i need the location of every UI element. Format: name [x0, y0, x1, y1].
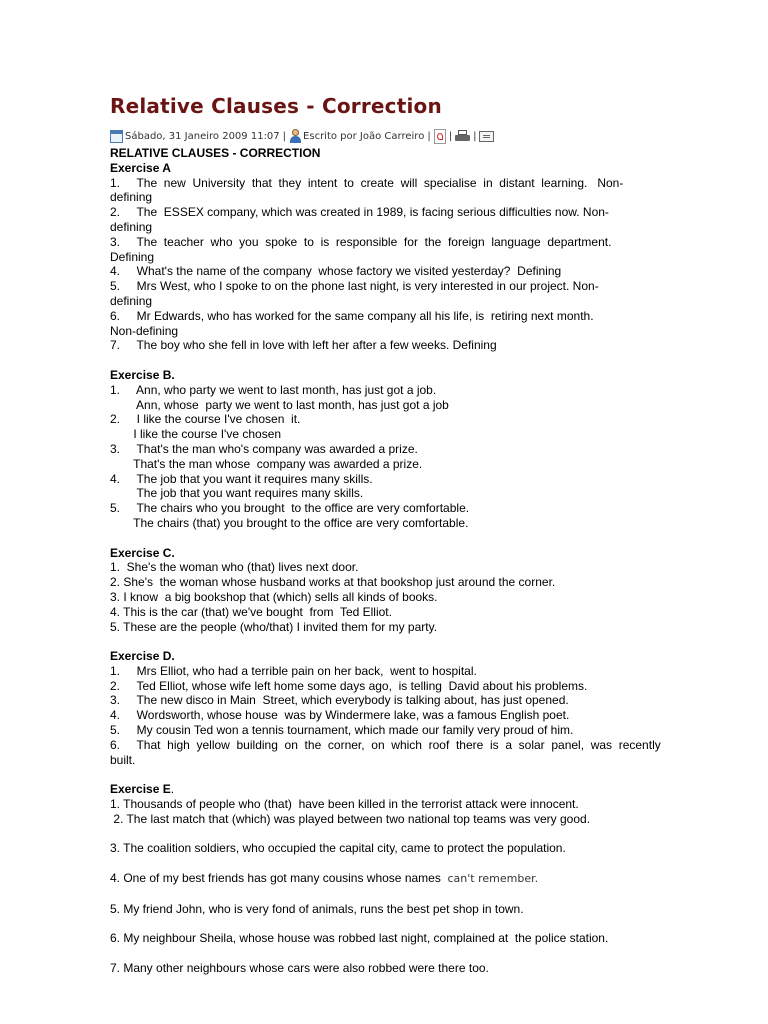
exercise-b-item: Ann, whose party we went to last month, has just got a job	[110, 397, 449, 412]
document-page	[110, 92, 661, 976]
exercise-e-item-4	[110, 871, 658, 887]
spacer	[110, 856, 658, 871]
exercise-d-title: Exercise D.	[110, 649, 175, 664]
exercise-e-item-4-answer: can't remember.	[447, 872, 539, 886]
exercise-e-item: 6. My neighbour Sheila, whose house was robbed last night, complained at the police station.	[110, 931, 609, 946]
spacer	[110, 767, 658, 782]
exercise-c-item: 4. This is the car (that) we've bought from Ted Elliot.	[110, 604, 392, 619]
exercise-e-heading	[110, 782, 658, 797]
spacer	[110, 634, 658, 649]
exercise-a-item: 7. The boy who she fell in love with left her after a few weeks. Defining	[110, 338, 497, 353]
exercise-a-item: 5. Mrs West, who I spoke to on the phone last night, is very interested in our project. Non-	[110, 279, 599, 294]
exercise-c-item: 2. She's the woman whose husband works at that bookshop just around the corner.	[110, 575, 556, 590]
exercise-b-title: Exercise B.	[110, 367, 175, 382]
document-heading: RELATIVE CLAUSES - CORRECTION	[110, 146, 321, 160]
exercise-a-item: defining	[110, 293, 153, 308]
article-meta	[110, 128, 658, 144]
article-author: Escrito por João Carreiro	[303, 130, 425, 142]
exercise-c-item: 5. These are the people (who/that) I invited them for my party.	[110, 619, 438, 634]
exercise-d-item: 3. The new disco in Main Street, which everybody is talking about, has just opened.	[110, 693, 569, 708]
exercise-b-item: 2. I like the course I've chosen it.	[110, 412, 301, 427]
exercise-a-title: Exercise A	[110, 160, 171, 175]
exercise-e-item-4-text: 4. One of my best friends has got many cousins whose names	[110, 871, 448, 886]
calendar-icon	[110, 130, 123, 143]
exercise-d-item: built.	[110, 752, 136, 767]
exercise-b-item: The job that you want requires many skills.	[110, 486, 364, 501]
exercise-e-item: 5. My friend John, who is very fond of animals, runs the best pet shop in town.	[110, 901, 524, 916]
exercise-b-item: 5. The chairs who you brought to the office are very comfortable.	[110, 501, 470, 516]
exercise-a-item: 6. Mr Edwards, who has worked for the same company all his life, is retiring next month.	[110, 308, 594, 323]
exercise-e-item: 1. Thousands of people who (that) have been killed in the terrorist attack were innocent.	[110, 797, 579, 812]
meta-separator: |	[448, 130, 453, 142]
email-icon[interactable]	[479, 131, 494, 142]
exercise-b-item: The chairs (that) you brought to the office are very comfortable.	[110, 515, 469, 530]
exercise-e-item: 3. The coalition soldiers, who occupied the capital city, came to protect the population.	[110, 841, 566, 856]
exercise-d-item: 6. That high yellow building on the corner, on which roof there is a solar panel, was recently	[110, 737, 661, 752]
exercise-b-item: 1. Ann, who party we went to last month, has just got a job.	[110, 382, 437, 397]
exercise-b-item: I like the course I've chosen	[110, 427, 282, 442]
exercise-d-item: 1. Mrs Elliot, who had a terrible pain on her back, went to hospital.	[110, 663, 477, 678]
spacer	[110, 916, 658, 931]
exercise-a-item: defining	[110, 190, 153, 205]
exercise-c-item: 3. I know a big bookshop that (which) sells all kinds of books.	[110, 589, 438, 604]
spacer	[110, 353, 658, 368]
exercise-b-item: 3. That's the man who's company was awarded a prize.	[110, 441, 418, 456]
exercise-a-item: 2. The ESSEX company, which was created in 1989, is facing serious difficulties now. Non-	[110, 205, 609, 220]
exercise-e-item: 7. Many other neighbours whose cars were also robbed were there too.	[110, 960, 489, 975]
spacer	[110, 531, 658, 546]
meta-separator: |	[282, 130, 287, 142]
spacer	[110, 946, 658, 961]
exercise-a-item: Non-defining	[110, 323, 179, 338]
article-date: Sábado, 31 Janeiro 2009 11:07	[125, 130, 280, 142]
exercise-e-title: Exercise E	[110, 782, 171, 797]
meta-separator: |	[427, 130, 431, 142]
spacer	[110, 827, 658, 842]
exercise-b-item: That's the man whose company was awarded a prize.	[110, 456, 423, 471]
print-icon[interactable]	[455, 130, 470, 142]
exercise-a-item: 3. The teacher who you spoke to is responsible for the foreign language department.	[110, 234, 612, 249]
exercise-e-title-dot: .	[170, 782, 175, 797]
spacer	[110, 887, 658, 902]
exercise-b-item: 4. The job that you want it requires many skills.	[110, 471, 373, 486]
exercise-e-item: 2. The last match that (which) was played between two national top teams was very good.	[110, 811, 591, 826]
exercise-a-item: defining	[110, 219, 153, 234]
exercise-c-title: Exercise C.	[110, 545, 175, 560]
user-icon	[289, 129, 302, 143]
page-title: Relative Clauses - Correction	[110, 94, 442, 118]
exercise-a-item: 4. What's the name of the company whose factory we visited yesterday? Defining	[110, 264, 562, 279]
meta-separator: |	[473, 130, 477, 142]
exercise-d-item: 4. Wordsworth, whose house was by Windermere lake, was a famous English poet.	[110, 708, 570, 723]
exercise-c-item: 1. She's the woman who (that) lives next door.	[110, 560, 359, 575]
exercise-d-item: 5. My cousin Ted won a tennis tournament, which made our family very proud of him.	[110, 723, 574, 738]
pdf-icon[interactable]	[434, 129, 446, 144]
exercise-d-item: 2. Ted Elliot, whose wife left home some days ago, is telling David about his problems.	[110, 678, 588, 693]
exercise-a-item: Defining	[110, 249, 155, 264]
exercise-a-item: 1. The new University that they intent to create will specialise in distant learning. Non-	[110, 175, 624, 190]
